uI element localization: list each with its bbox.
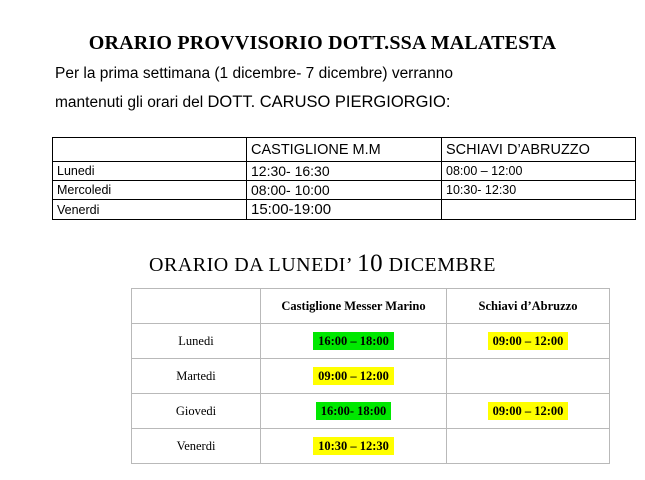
heading-part-2: DICEMBRE bbox=[383, 254, 496, 276]
table-row bbox=[53, 200, 636, 220]
time-highlight: 16:00- 18:00 bbox=[316, 402, 392, 420]
cell-giovedi-schiavi bbox=[447, 394, 610, 429]
time-highlight: 16:00 – 18:00 bbox=[313, 332, 394, 350]
cell-mercoledi-schiavi: 10:30- 12:30 bbox=[442, 181, 636, 200]
table-row bbox=[53, 181, 636, 200]
heading-day-number: 10 bbox=[357, 250, 384, 277]
row-day-giovedi: Giovedi bbox=[132, 394, 261, 429]
cell-venerdi-castiglione: 15:00-19:00 bbox=[247, 200, 442, 220]
row-day-martedi: Martedi bbox=[132, 359, 261, 394]
cell-venerdi-castiglione bbox=[261, 429, 447, 464]
heading-part-1: ORARIO DA LUNEDI’ bbox=[149, 254, 358, 276]
cell-venerdi-schiavi bbox=[447, 429, 610, 464]
cell-lunedi-castiglione bbox=[261, 324, 447, 359]
row-day-lunedi: Lunedi bbox=[132, 324, 261, 359]
row-day-lunedi: Lunedi bbox=[53, 162, 247, 181]
intro-line-2-strong: DOTT. CARUSO PIERGIORGIO: bbox=[207, 93, 451, 111]
header-cell-schiavi: Schiavi d’Abruzzo bbox=[447, 289, 610, 324]
header-cell-empty bbox=[53, 138, 247, 162]
table-header-row bbox=[53, 138, 636, 162]
cell-lunedi-schiavi: 08:00 – 12:00 bbox=[442, 162, 636, 181]
table-row bbox=[53, 162, 636, 181]
cell-martedi-schiavi bbox=[447, 359, 610, 394]
cell-venerdi-schiavi bbox=[442, 200, 636, 220]
cell-lunedi-schiavi bbox=[447, 324, 610, 359]
cell-mercoledi-castiglione: 08:00- 10:00 bbox=[247, 181, 442, 200]
row-day-venerdi: Venerdi bbox=[53, 200, 247, 220]
intro-line-2 bbox=[55, 93, 450, 112]
cell-giovedi-castiglione bbox=[261, 394, 447, 429]
intro-line-2-prefix: mantenuti gli orari del bbox=[55, 94, 208, 111]
header-cell-empty bbox=[132, 289, 261, 324]
header-cell-schiavi: SCHIAVI D’ABRUZZO bbox=[442, 138, 636, 162]
table-row bbox=[132, 359, 610, 394]
from-10-dec-schedule-table bbox=[131, 288, 610, 464]
second-schedule-heading bbox=[0, 250, 645, 278]
header-cell-castiglione: CASTIGLIONE M.M bbox=[247, 138, 442, 162]
time-highlight: 09:00 – 12:00 bbox=[313, 367, 394, 385]
header-cell-castiglione: Castiglione Messer Marino bbox=[261, 289, 447, 324]
row-day-venerdi: Venerdi bbox=[132, 429, 261, 464]
page-title: ORARIO PROVVISORIO DOTT.SSA MALATESTA bbox=[88, 32, 557, 54]
table-row bbox=[132, 394, 610, 429]
table-header-row bbox=[132, 289, 610, 324]
cell-martedi-castiglione bbox=[261, 359, 447, 394]
cell-lunedi-castiglione: 12:30- 16:30 bbox=[247, 162, 442, 181]
time-highlight: 09:00 – 12:00 bbox=[488, 402, 569, 420]
row-day-mercoledi: Mercoledi bbox=[53, 181, 247, 200]
first-week-schedule-table bbox=[52, 137, 636, 220]
intro-line-1: Per la prima settimana (1 dicembre- 7 dicembre) verranno bbox=[55, 65, 453, 82]
time-highlight: 10:30 – 12:30 bbox=[313, 437, 394, 455]
table-row bbox=[132, 429, 610, 464]
time-highlight: 09:00 – 12:00 bbox=[488, 332, 569, 350]
table-row bbox=[132, 324, 610, 359]
